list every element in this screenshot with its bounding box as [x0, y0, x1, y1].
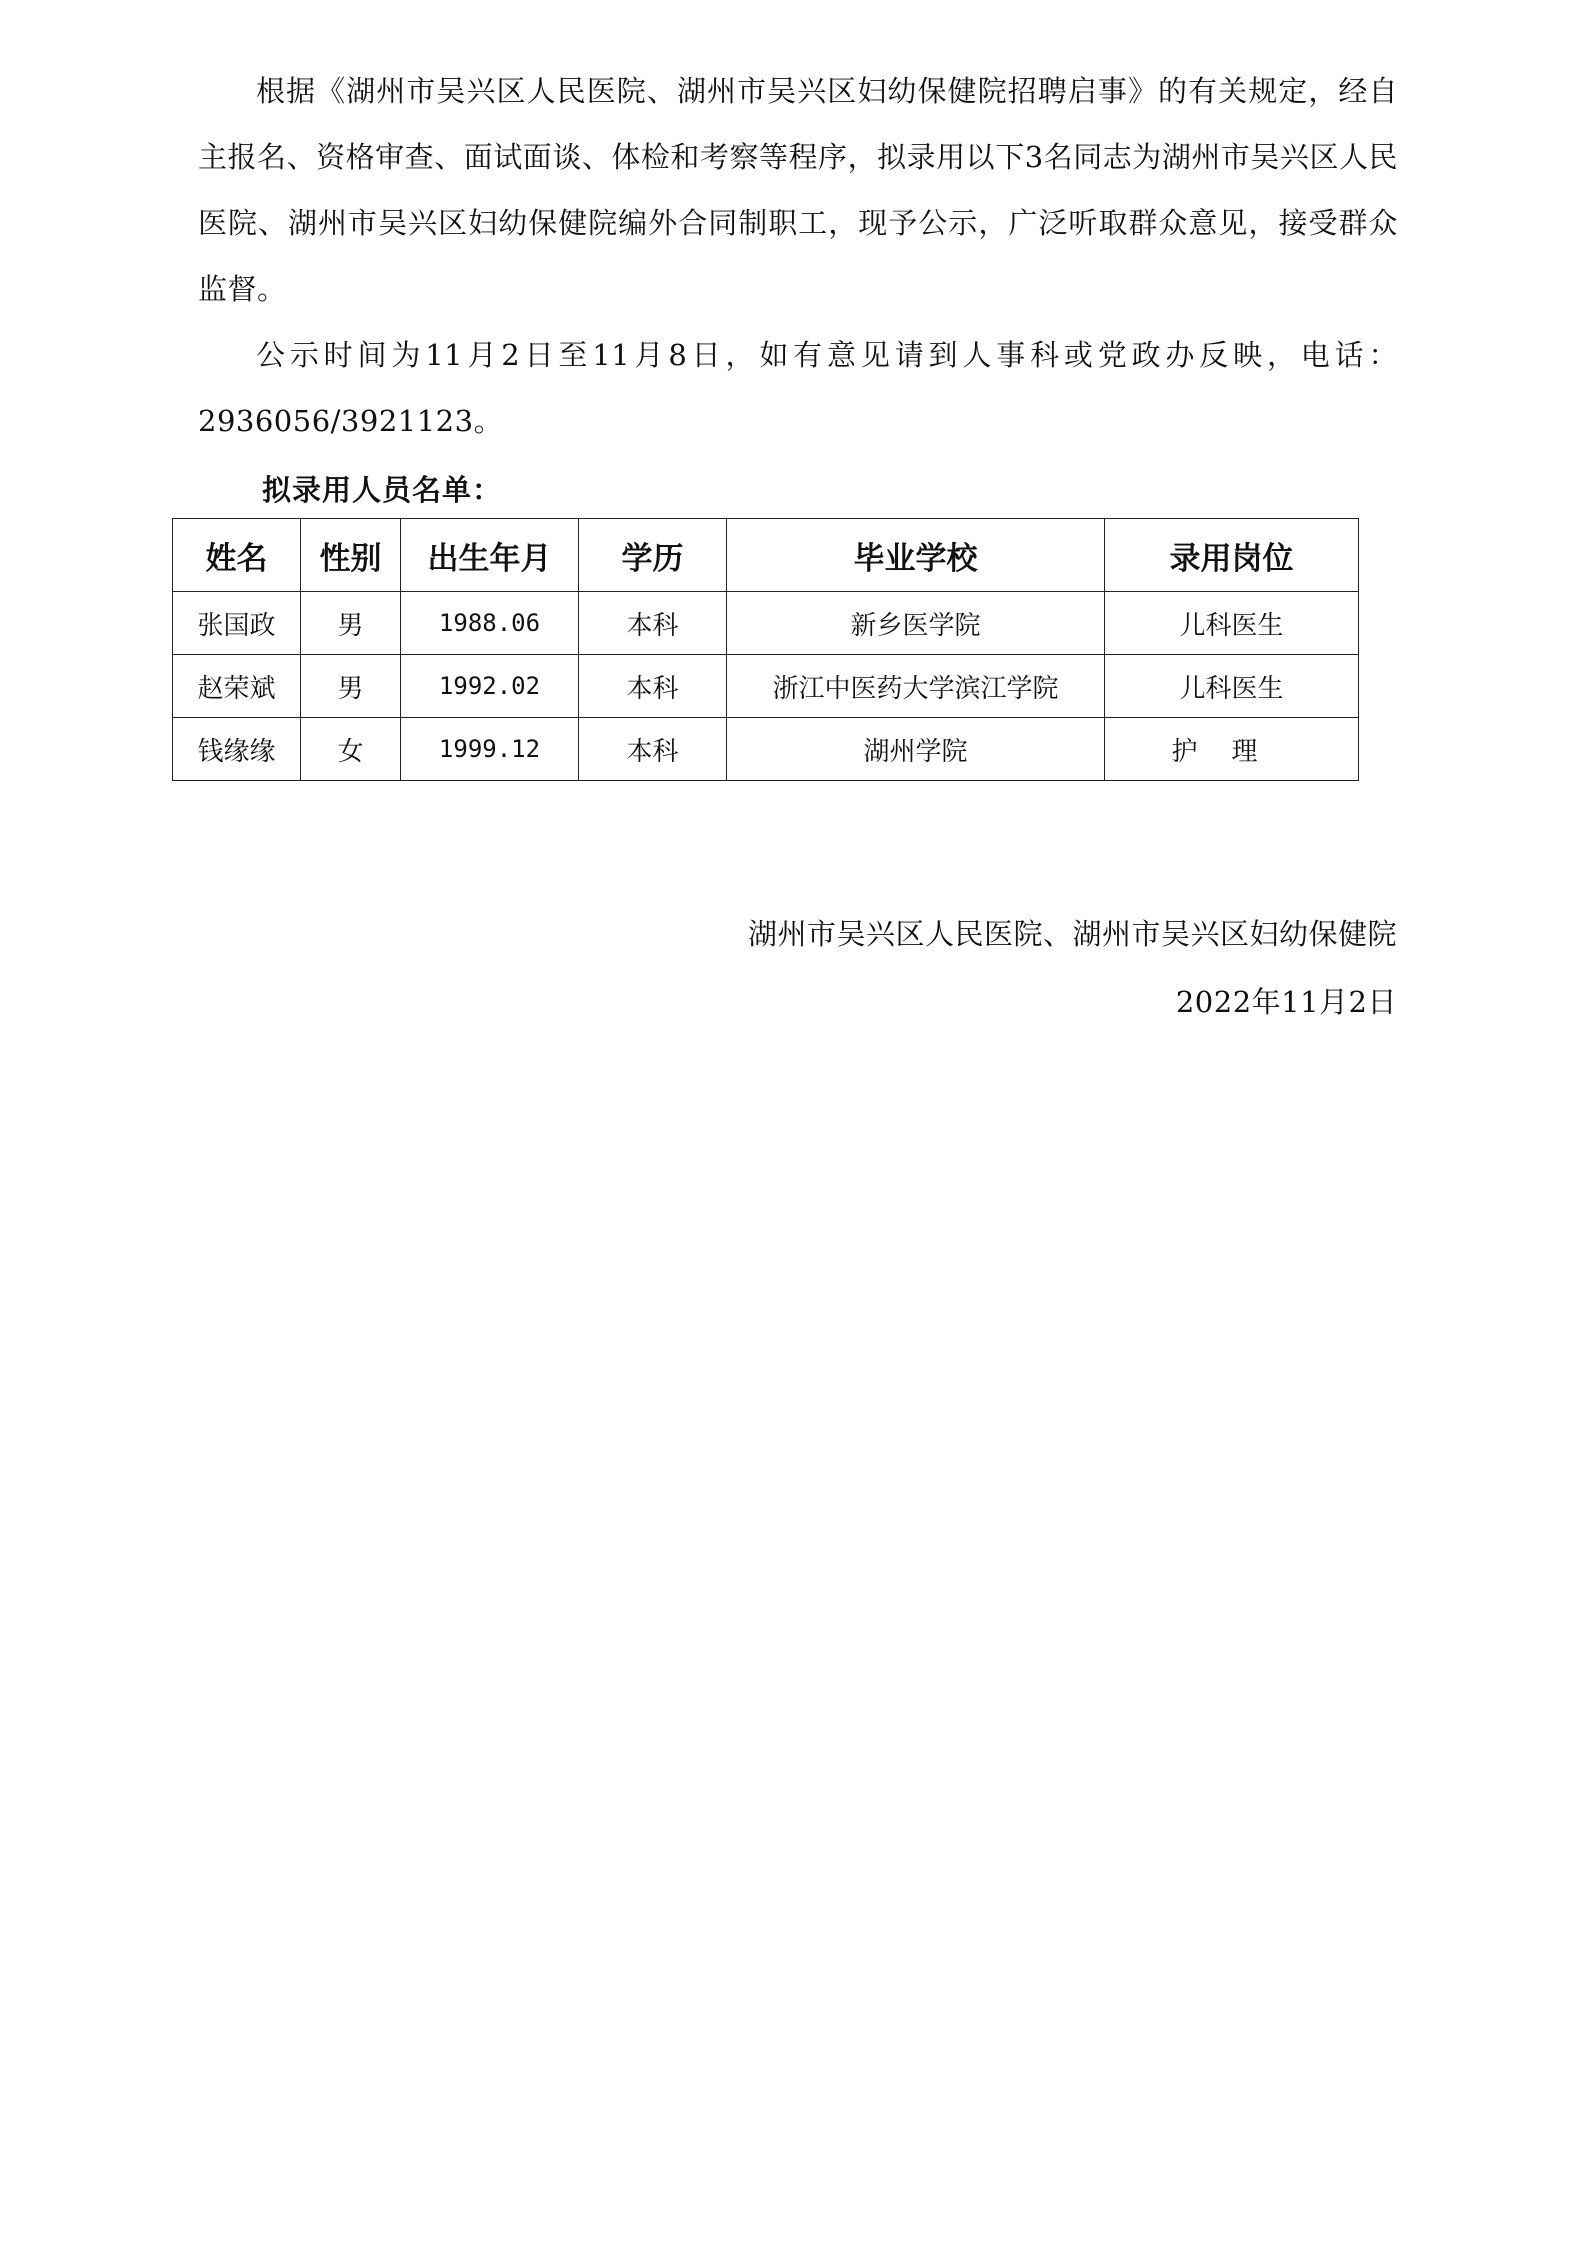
signature-date: 2022年11月2日	[1175, 985, 1397, 1019]
cell-name: 钱缘缘	[173, 718, 301, 781]
list-title: 拟录用人员名单：	[262, 473, 503, 507]
cell-position: 儿科医生	[1105, 592, 1359, 655]
header-position: 录用岗位	[1105, 519, 1359, 592]
cell-education: 本科	[579, 592, 727, 655]
cell-school: 浙江中医药大学滨江学院	[727, 655, 1105, 718]
cell-birth: 1999.12	[401, 718, 579, 781]
table-row	[173, 655, 1359, 718]
cell-school: 湖州学院	[727, 718, 1105, 781]
cell-gender: 女	[301, 718, 401, 781]
table-row	[173, 592, 1359, 655]
cell-position: 儿科医生	[1105, 655, 1359, 718]
cell-education: 本科	[579, 718, 727, 781]
signature-organization: 湖州市吴兴区人民医院、湖州市吴兴区妇幼保健院	[747, 917, 1397, 951]
table-row	[173, 718, 1359, 781]
cell-position: 护理	[1105, 718, 1359, 781]
cell-name: 赵荣斌	[173, 655, 301, 718]
cell-gender: 男	[301, 655, 401, 718]
notice-paragraph-period: 公示时间为11月2日至11月8日，如有意见请到人事科或党政办反映，电话：2936056/3921123。	[198, 338, 1398, 438]
cell-gender: 男	[301, 592, 401, 655]
header-gender: 性别	[301, 519, 401, 592]
candidate-table	[172, 518, 1359, 781]
cell-education: 本科	[579, 655, 727, 718]
cell-school: 新乡医学院	[727, 592, 1105, 655]
header-name: 姓名	[173, 519, 301, 592]
header-education: 学历	[579, 519, 727, 592]
header-birth: 出生年月	[401, 519, 579, 592]
table-header-row	[173, 519, 1359, 592]
header-school: 毕业学校	[727, 519, 1105, 592]
notice-paragraph-intro: 根据《湖州市吴兴区人民医院、湖州市吴兴区妇幼保健院招聘启事》的有关规定，经自主报名、资格审查、面试面谈、体检和考察等程序，拟录用以下3名同志为湖州市吴兴区人民医院、湖州市吴兴区妇幼保健院编外合同制职工，现予公示，广泛听取群众意见，接受群众监督。	[198, 74, 1398, 306]
cell-birth: 1988.06	[401, 592, 579, 655]
cell-name: 张国政	[173, 592, 301, 655]
cell-birth: 1992.02	[401, 655, 579, 718]
